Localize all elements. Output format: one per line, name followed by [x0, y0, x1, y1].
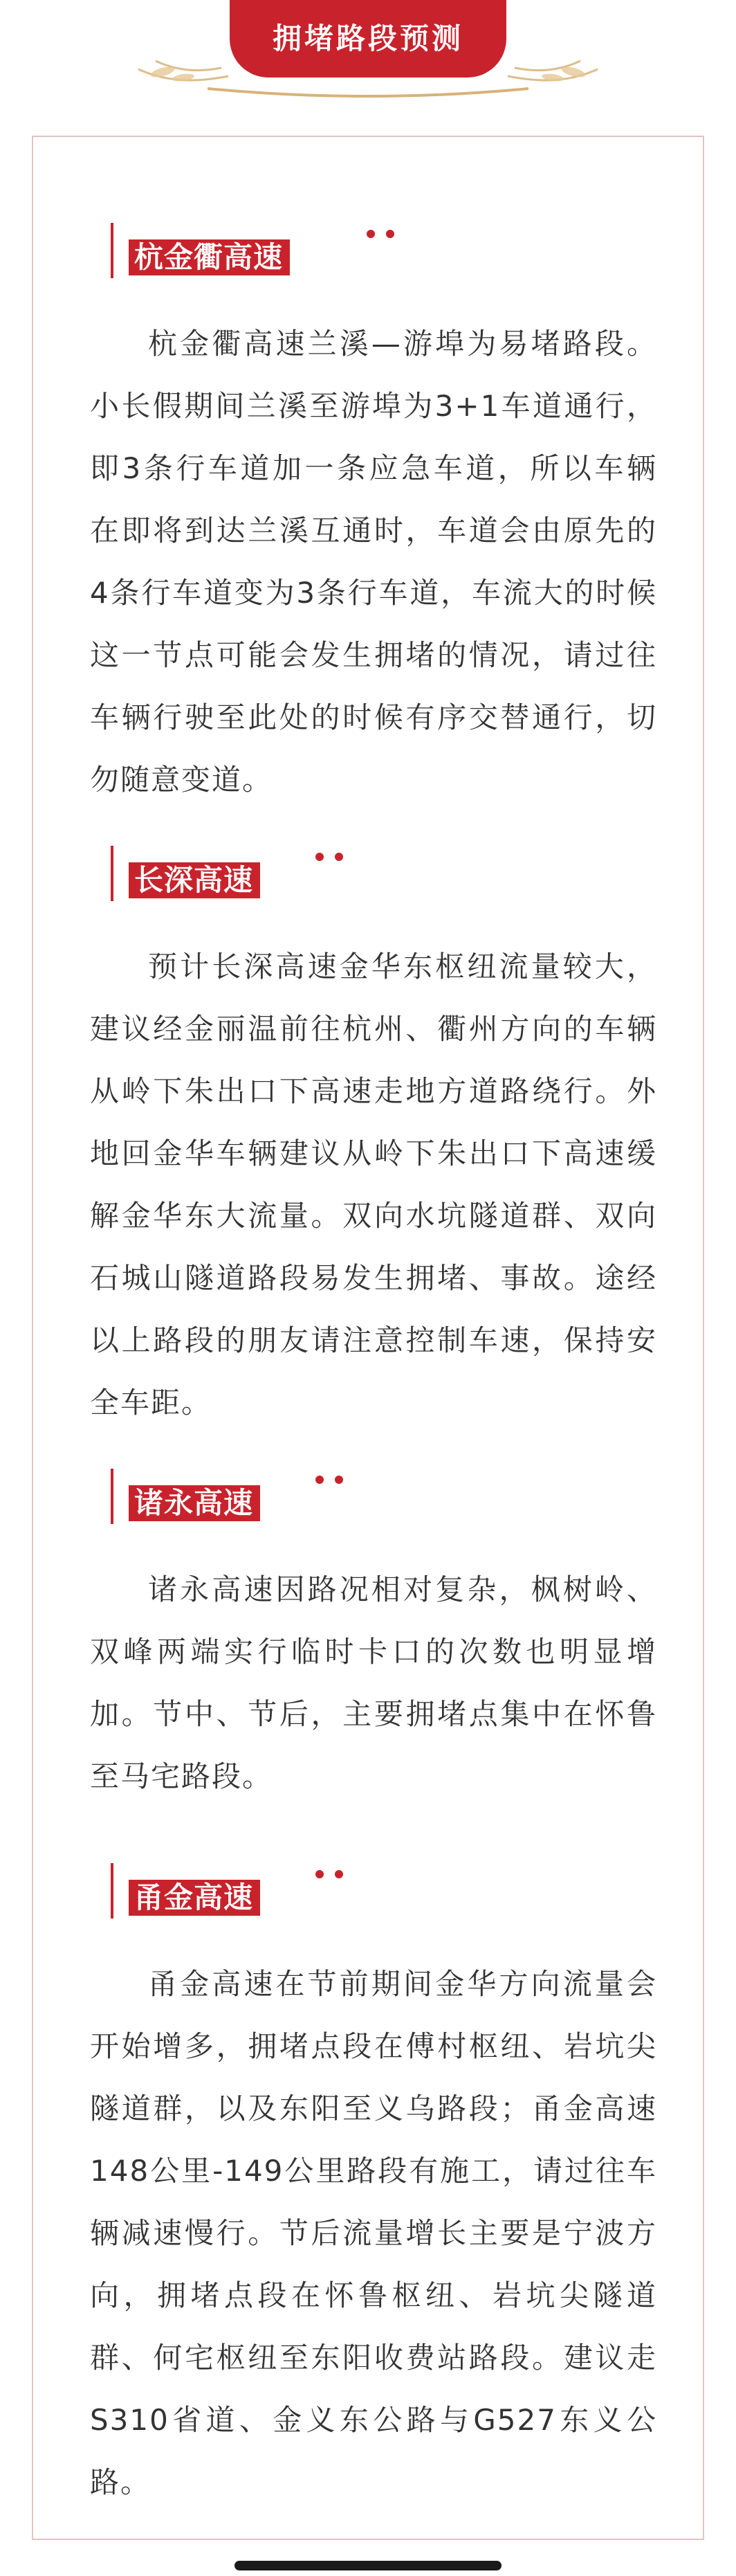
heading-bar — [111, 1863, 113, 1919]
heading-bar — [111, 1469, 113, 1524]
dot-icon — [335, 1476, 343, 1484]
dot-icon — [367, 230, 375, 238]
dot-icon — [386, 230, 394, 238]
section-body-zhuyong: 诸永高速因路况相对复杂，枫树岭、双峰两端实行临时卡口的次数也明显增加。节中、节后，主要拥堵点集中在怀鲁至马宅路段。 — [90, 1572, 657, 1793]
section-title: 长深高速 — [129, 862, 260, 898]
section-body-yongjin: 甬金高速在节前期间金华方向流量会开始增多，拥堵点段在傅村枢纽、岩坑尖隧道群，以及东阳至义乌路段；甬金高速148公里-149公里路段有施工，请过往车辆减速慢行。节后流量增长主要是宁波方向，拥堵点段在怀鲁枢纽、岩坑尖隧道群、何宅枢纽至东阳收费站路段。建议走S310省道、金义东公路与G527东义公路。 — [90, 1967, 657, 2499]
section-title: 诸永高速 — [129, 1485, 260, 1521]
dot-icon — [335, 853, 343, 861]
heading-bar — [111, 223, 113, 278]
dot-icon — [315, 1870, 324, 1878]
page-title: 拥堵路段预测 — [272, 21, 463, 55]
section-body-hangjinqu: 杭金衢高速兰溪—游埠为易堵路段。小长假期间兰溪至游埠为3+1车道通行，即3条行车道加一条应急车道，所以车辆在即将到达兰溪互通时，车道会由原先的4条行车道变为3条行车道，车流大的时候这一节点可能会发生拥堵的情况，请过往车辆行驶至此处的时候有序交替通行，切勿随意变道。 — [90, 327, 657, 797]
dot-icon — [335, 1870, 343, 1878]
heading-bar — [111, 846, 113, 901]
section-body-changshen: 预计长深高速金华东枢纽流量较大，建议经金丽温前往杭州、衢州方向的车辆从岭下朱出口下高速走地方道路绕行。外地回金华车辆建议从岭下朱出口下高速缓解金华东大流量。双向水坑隧道群、双向石城山隧道路段易发生拥堵、事故。途经以上路段的朋友请注意控制车速，保持安全车距。 — [90, 950, 657, 1419]
header-banner — [0, 0, 736, 104]
dot-icon — [315, 853, 324, 861]
dot-icon — [315, 1476, 324, 1484]
home-indicator[interactable] — [234, 2561, 502, 2570]
section-title: 杭金衢高速 — [129, 239, 290, 275]
section-title: 甬金高速 — [129, 1880, 260, 1916]
